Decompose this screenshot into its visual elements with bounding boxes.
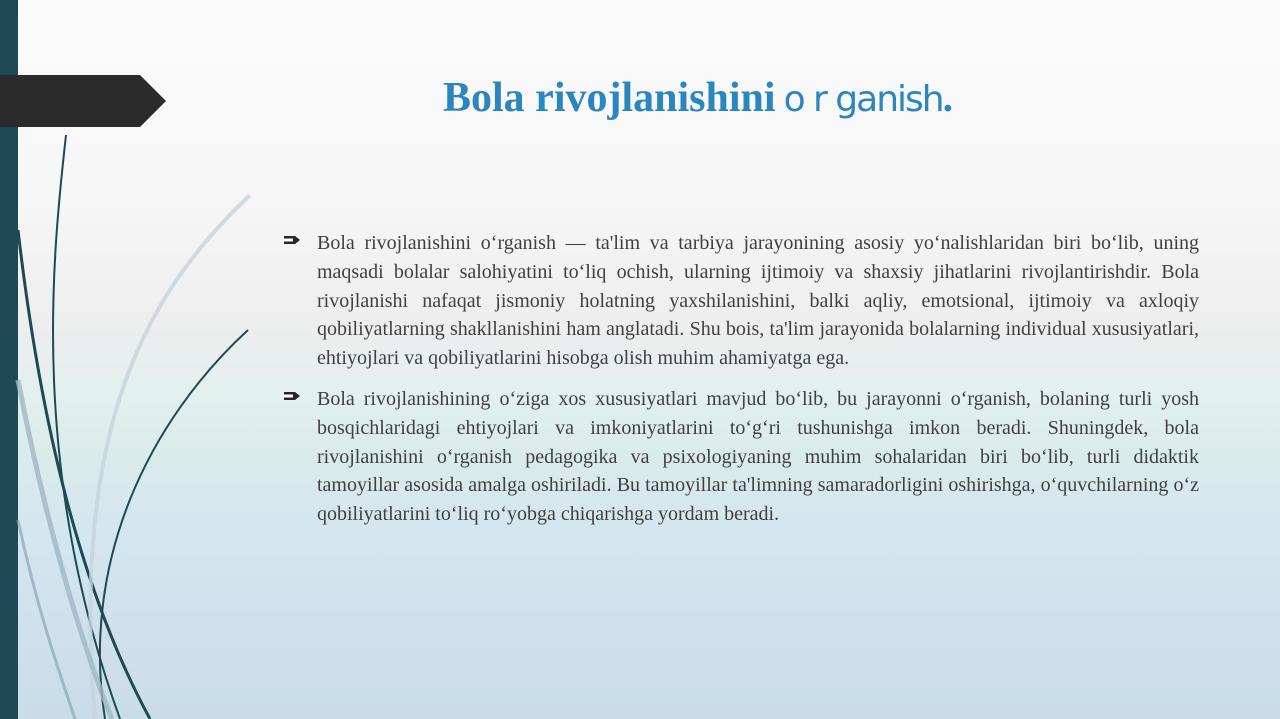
bullet-item	[283, 229, 1199, 373]
title-bold-part: Bola rivojlanishini	[443, 75, 776, 121]
title-period: .	[942, 75, 954, 121]
bullet-item	[283, 385, 1199, 529]
slide-title	[443, 74, 953, 122]
title-light-part: o r ganish	[783, 79, 943, 120]
bullet-text: Bola rivojlanishini o‘rganish — ta'lim va tarbiya jarayonining asosiy yo‘nalishlaridan biri bo‘lib, uning maqsadi bolalar salohiyatini to‘liq ochish, ularning ijtimoiy va shaxsiy jihatlarini rivojlantirishdir. Bola rivojlanishi nafaqat jismoniy holatning yaxshilanishini, balki aqliy, emotsional, ijtimoiy va axloqiy qobiliyatlarning shakllanishini ham anglatadi. Shu bois, ta'lim jarayonida bolalarning individual xususiyatlari, ehtiyojlari va qobiliyatlarini hisobga olish muhim ahamiyatga ega.	[317, 232, 1199, 370]
title-arrow-shape	[0, 75, 166, 127]
pencil-bullet-icon	[283, 385, 317, 403]
pencil-bullet-icon	[283, 229, 317, 247]
bullet-text: Bola rivojlanishining o‘ziga xos xususiyatlari mavjud bo‘lib, bu jarayonni o‘rganish, bolaning turli yosh bosqichlaridagi ehtiyojlari va imkoniyatlarini to‘g‘ri tushunishga imkon beradi. Shuningdek, bola rivojlanishini o‘rganish pedagogika va psixologiyaning muhim sohalaridan biri bo‘lib, turli didaktik tamoyillar asosida amalga oshiriladi. Bu tamoyillar ta'limning samaradorligini oshirishga, o‘quvchilarning o‘z qobiliyatlarini to‘liq ro‘yobga chiqarishga yordam beradi.	[317, 387, 1199, 526]
bullet-list	[283, 229, 1199, 541]
